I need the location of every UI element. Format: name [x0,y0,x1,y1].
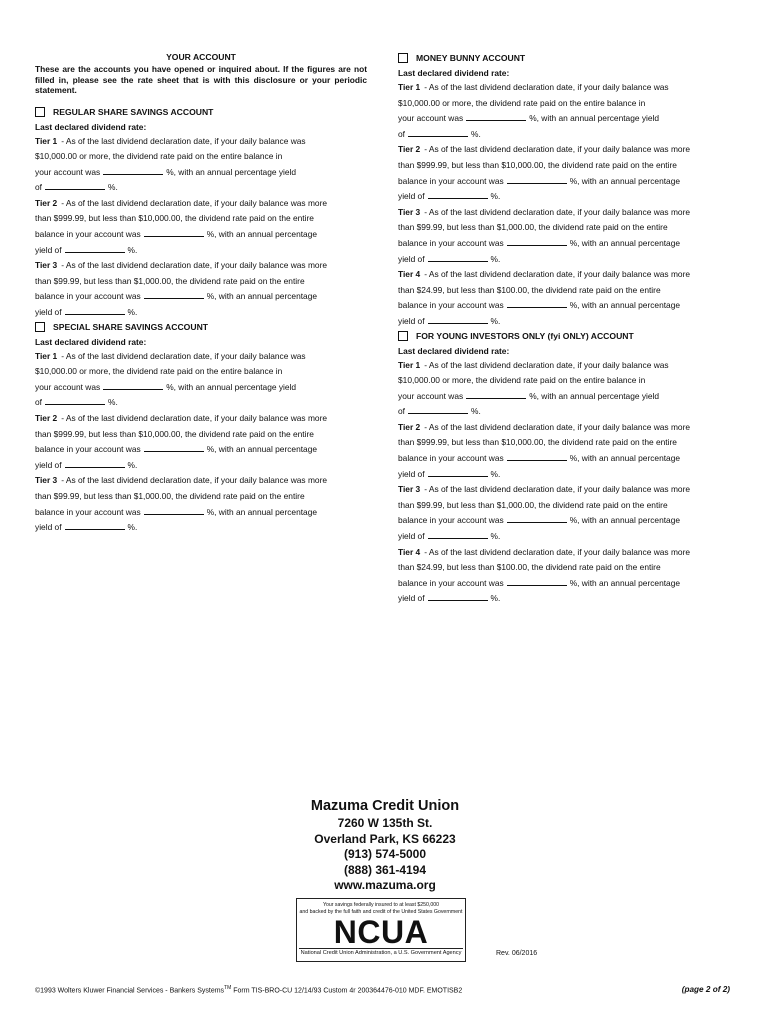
tier-text: $10,000.00 or more, the dividend rate paid on the entire balance in [398,97,646,108]
tier-text-with-blank: yield of %. [398,531,501,542]
tier-block [398,545,730,607]
account-section-header [398,52,730,64]
tier-text-with-blank: yield of %. [398,253,501,264]
tier-text-with-blank: yield of %. [35,244,138,255]
tier-line [398,389,730,405]
website: www.mazuma.org [334,878,436,892]
tier-text-with-blank: yield of %. [398,468,501,479]
tier-line [398,142,730,158]
your-account-heading: YOUR ACCOUNT [166,52,236,62]
tier-block [35,411,367,473]
rate-blank-field[interactable] [144,289,204,299]
tier-text-with-blank: balance in your account was %, with an annual percentage [35,444,318,455]
rate-blank-field[interactable] [507,174,567,184]
account-section-header [398,330,730,342]
tier-text: than $99.99, but less than $1,000.00, the dividend rate paid on the entire [35,275,305,286]
tier-text: - As of the last dividend declaration date, if your daily balance was [424,359,669,370]
tier-line [398,314,730,330]
tier-line [398,373,730,389]
rate-blank-field[interactable] [428,314,488,324]
tier-text-with-blank: balance in your account was %, with an annual percentage [398,237,681,248]
page-number: (page 2 of 2) [681,985,730,994]
tier-text-with-blank: yield of %. [35,459,138,470]
last-declared-rate-label: Last declared dividend rate: [35,121,147,132]
tier-label: Tier 2 [35,413,58,423]
copyright-text: ©1993 Wolters Kluwer Financial Services - Bankers Systems [35,987,225,995]
tier-text: - As of the last dividend declaration date, if your daily balance was more [61,197,328,208]
tier-line [398,298,730,314]
tier-line [35,489,367,505]
tier-line [35,305,367,321]
tier-line [398,189,730,205]
account-checkbox[interactable] [35,107,45,117]
left-sections [35,106,367,536]
rate-blank-field[interactable] [103,165,163,175]
tier-line [35,149,367,165]
rate-blank-field[interactable] [65,520,125,530]
tier-label: Tier 4 [398,269,421,280]
tier-text: $10,000.00 or more, the dividend rate paid on the entire balance in [35,366,283,377]
tier-label: Tier 3 [398,484,421,495]
tier-text-with-blank: balance in your account was %, with an annual percentage [35,291,318,302]
tier-text: - As of the last dividend declaration date, if your daily balance was more [424,269,691,280]
rate-blank-field[interactable] [144,442,204,452]
tier-text: - As of the last dividend declaration date, if your daily balance was more [61,413,328,423]
tier-text-with-blank: your account was %, with an annual percentage yield [35,381,297,392]
right-sections [398,52,730,607]
tier-line [35,180,367,196]
tier-text: than $999.99, but less than $10,000.00, the dividend rate paid on the entire [398,437,677,448]
tier-line [35,258,367,274]
rate-blank-field[interactable] [103,380,163,390]
address-line-1: 7260 W 135th St. [337,816,433,830]
ncua-insured-line-2: and backed by the full faith and credit of the United States Government [299,909,463,915]
trademark-mark: TM [224,985,232,991]
tier-line [398,591,730,607]
rate-blank-field[interactable] [65,458,125,468]
rate-blank-field[interactable] [45,180,105,190]
tier-text-with-blank: of %. [398,406,481,417]
tier-text-with-blank: balance in your account was %, with an annual percentage [35,506,318,517]
tier-text: than $99.99, but less than $1,000.00, the dividend rate paid on the entire [35,490,305,501]
tier-block [35,349,367,411]
tier-line [35,411,367,427]
phone-line-1: (913) 574-5000 [343,847,427,861]
rate-blank-field[interactable] [65,305,125,315]
rate-blank-field[interactable] [507,513,567,523]
tier-text-with-blank: your account was %, with an annual percentage yield [398,390,660,401]
account-section-header [35,106,367,118]
ncua-insured-line-1: Your savings federally insured to at least $250,000 [322,902,440,908]
tier-text-with-blank: your account was %, with an annual percentage yield [398,113,660,124]
tier-text: than $99.99, but less than $1,000.00, the dividend rate paid on the entire [398,499,668,510]
tier-line [35,473,367,489]
tier-text: $10,000.00 or more, the dividend rate paid on the entire balance in [35,151,283,162]
tier-text-with-blank: yield of %. [35,307,138,318]
tier-block [35,258,367,320]
tier-text: than $24.99, but less than $100.00, the dividend rate paid on the entire [398,562,661,573]
rate-blank-field[interactable] [408,127,468,137]
tier-line [35,505,367,521]
tier-line [35,427,367,443]
tier-label: Tier 3 [35,475,58,486]
tier-text: than $999.99, but less than $10,000.00, the dividend rate paid on the entire [35,213,314,224]
tier-line [398,358,730,374]
rate-blank-field[interactable] [507,451,567,461]
rate-blank-field[interactable] [507,576,567,586]
rate-blank-field[interactable] [466,389,526,399]
revision-date: Rev. 06/2016 [496,950,538,957]
tier-line [398,451,730,467]
rate-blank-field[interactable] [144,505,204,515]
last-declared-rate-label: Last declared dividend rate: [398,345,510,356]
tier-block [35,196,367,258]
tier-line [35,196,367,212]
tier-line [35,364,367,380]
tier-text: - As of the last dividend declaration date, if your daily balance was more [61,260,328,271]
tier-line [398,420,730,436]
ncua-agency-line: National Credit Union Administration, a U.S. Government Agency [300,950,462,956]
tier-text: - As of the last dividend declaration date, if your daily balance was [424,82,669,92]
form-id-text: Form TIS-BRO-CU 12/14/93 Custom 4r 200364476-010 MDF. EMOTISB2 [233,987,463,995]
last-declared-rate-label: Last declared dividend rate: [35,336,147,347]
tier-block [398,420,730,482]
tier-line [35,349,367,365]
tier-line [398,482,730,498]
tier-line [398,80,730,96]
tier-line [398,545,730,561]
account-name: MONEY BUNNY ACCOUNT [416,53,526,63]
tier-line [398,127,730,143]
right-column [398,52,730,607]
rate-blank-field[interactable] [45,395,105,405]
tier-line [398,158,730,174]
rate-blank-field[interactable] [408,404,468,414]
tier-text-with-blank: of %. [35,397,118,408]
rate-blank-field[interactable] [507,236,567,246]
tier-line [398,205,730,221]
tier-text-with-blank: yield of %. [398,315,501,326]
account-checkbox[interactable] [398,331,408,341]
account-checkbox[interactable] [35,322,45,332]
rate-blank-field[interactable] [65,243,125,253]
tier-label: Tier 4 [398,546,421,557]
tier-label: Tier 3 [35,260,58,271]
tier-line [398,96,730,112]
tier-text-with-blank: your account was %, with an annual percentage yield [35,166,297,177]
tier-line [35,520,367,536]
tier-label: Tier 2 [398,144,421,155]
tier-line [35,211,367,227]
tier-text: - As of the last dividend declaration date, if your daily balance was more [424,546,691,557]
tier-line [398,560,730,576]
tier-line [398,498,730,514]
ncua-badge [296,898,466,962]
tier-line [35,274,367,290]
tier-text: than $99.99, but less than $1,000.00, the dividend rate paid on the entire [398,222,668,233]
rate-blank-field[interactable] [428,591,488,601]
tier-text-with-blank: balance in your account was %, with an annual percentage [398,175,681,186]
tier-line [35,442,367,458]
left-column [35,52,367,536]
tier-text: - As of the last dividend declaration date, if your daily balance was more [424,421,691,432]
tier-text: than $999.99, but less than $10,000.00, the dividend rate paid on the entire [398,159,677,170]
tier-line [398,435,730,451]
tier-block [398,205,730,267]
tier-text-with-blank: balance in your account was %, with an annual percentage [398,515,681,526]
tier-line [35,227,367,243]
tier-line [398,174,730,190]
tier-line [35,458,367,474]
rate-blank-field[interactable] [507,298,567,308]
tier-line [398,529,730,545]
tier-line [35,134,367,150]
account-checkbox[interactable] [398,53,408,63]
tier-text: - As of the last dividend declaration date, if your daily balance was [61,135,306,146]
tier-label: Tier 3 [398,206,421,217]
tier-text: - As of the last dividend declaration date, if your daily balance was more [424,206,691,217]
rate-blank-field[interactable] [428,189,488,199]
tier-block [398,267,730,329]
tier-text-with-blank: yield of %. [35,522,138,533]
footer-line [35,985,462,994]
ncua-logo: NCUA [333,914,429,950]
last-declared-rate-label: Last declared dividend rate: [398,68,510,78]
tier-text: - As of the last dividend declaration date, if your daily balance was more [61,475,328,486]
account-name: REGULAR SHARE SAVINGS ACCOUNT [53,106,214,117]
rate-blank-field[interactable] [144,227,204,237]
tier-line [398,236,730,252]
account-name: FOR YOUNG INVESTORS ONLY (fyi ONLY) ACCOUNT [416,330,634,341]
tier-text-with-blank: balance in your account was %, with an annual percentage [398,577,681,588]
account-section-header [35,321,367,333]
address-line-2: Overland Park, KS 66223 [314,831,456,846]
tier-label: Tier 2 [35,197,58,208]
tier-label: Tier 1 [35,135,58,146]
tier-text-with-blank: balance in your account was %, with an annual percentage [398,453,681,464]
rate-blank-field[interactable] [466,111,526,121]
tier-label: Tier 1 [398,82,421,92]
rate-blank-field[interactable] [428,529,488,539]
tier-line [398,283,730,299]
tier-line [398,404,730,420]
tier-line [398,513,730,529]
phone-line-2: (888) 361-4194 [343,862,427,877]
tier-line [35,165,367,181]
intro-text: These are the accounts you have opened or inquired about. If the figures are not filled in, please see the rate sheet that is with this disclosure or your periodic statement. [35,64,367,95]
tier-text-with-blank: yield of %. [398,191,501,202]
tier-block [398,358,730,420]
tier-text-with-blank: yield of %. [398,593,501,604]
rate-blank-field[interactable] [428,252,488,262]
tier-text-with-blank: balance in your account was %, with an annual percentage [398,300,681,311]
tier-text: - As of the last dividend declaration date, if your daily balance was more [424,144,691,155]
tier-line [35,395,367,411]
tier-label: Tier 1 [398,359,421,370]
tier-text: - As of the last dividend declaration date, if your daily balance was more [424,484,691,495]
tier-block [35,473,367,535]
tier-line [35,243,367,259]
tier-text: than $999.99, but less than $10,000.00, the dividend rate paid on the entire [35,428,314,439]
tier-line [35,380,367,396]
tier-text-with-blank: of %. [35,182,118,193]
tier-text: - As of the last dividend declaration date, if your daily balance was [61,350,306,361]
tier-text-with-blank: of %. [398,128,481,139]
tier-text: than $24.99, but less than $100.00, the dividend rate paid on the entire [398,284,661,295]
tier-label: Tier 2 [398,421,421,432]
tier-block [398,80,730,142]
tier-block [398,142,730,204]
tier-text: $10,000.00 or more, the dividend rate paid on the entire balance in [398,375,646,386]
credit-union-block [0,797,770,894]
tier-line [398,111,730,127]
tier-line [398,220,730,236]
tier-label: Tier 1 [35,350,58,361]
rate-blank-field[interactable] [428,467,488,477]
tier-line [398,252,730,268]
tier-line [398,467,730,483]
account-name: SPECIAL SHARE SAVINGS ACCOUNT [53,321,209,332]
tier-line [35,289,367,305]
tier-line [398,576,730,592]
tier-text-with-blank: balance in your account was %, with an annual percentage [35,229,318,240]
tier-block [35,134,367,196]
tier-line [398,267,730,283]
tier-block [398,482,730,544]
credit-union-name: Mazuma Credit Union [310,798,460,814]
